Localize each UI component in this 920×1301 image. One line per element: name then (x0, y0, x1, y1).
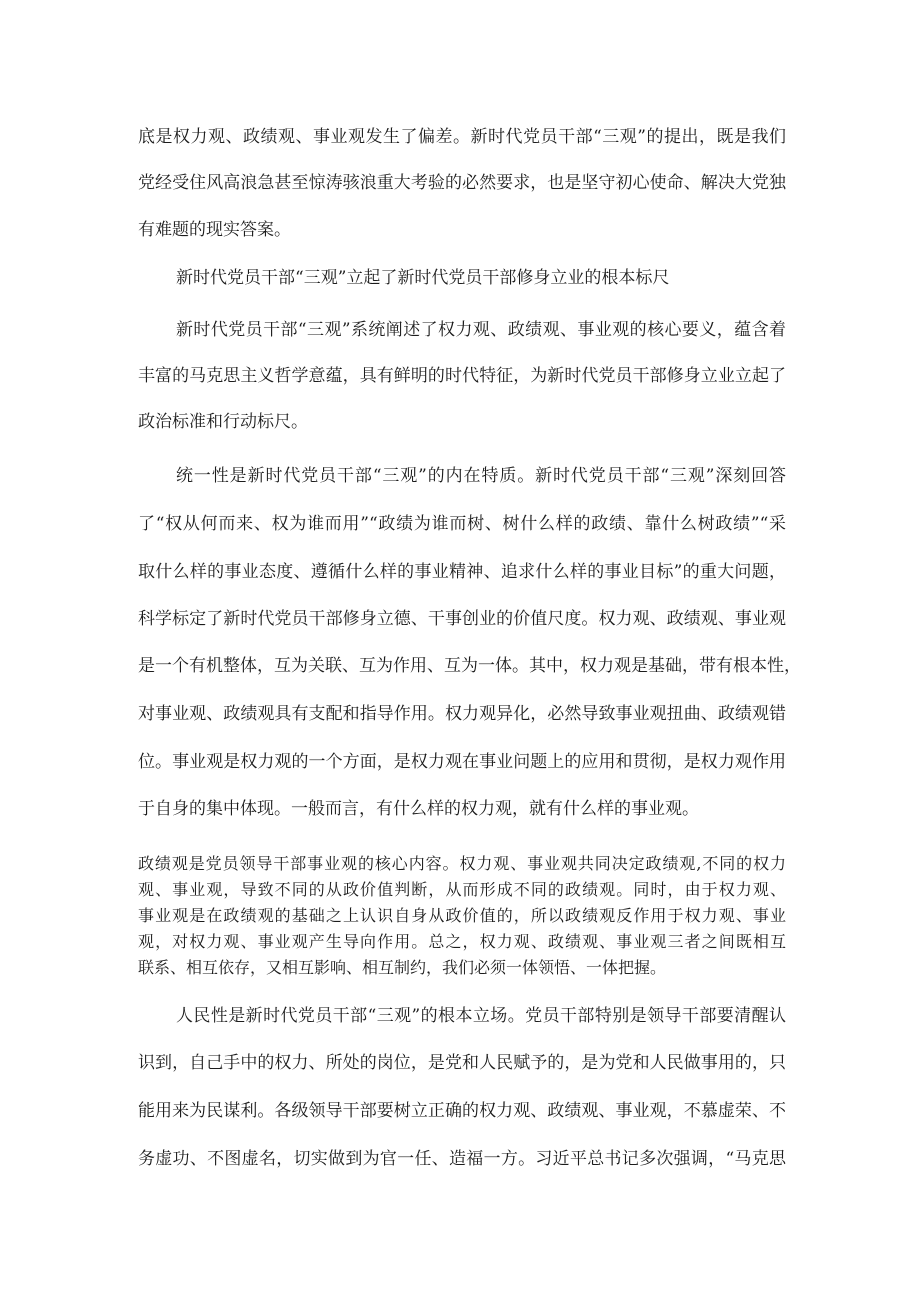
paragraph-line: 科学标定了新时代党员干部修身立德、干事创业的价值尺度。权力观、政绩观、事业观 (138, 609, 786, 629)
paragraph-line: 了“权从何而来、权为谁而用”“政绩为谁而树、树什么样的政绩、靠什么树政绩”“采 (138, 514, 786, 534)
paragraph-line: 统一性是新时代党员干部“三观”的内在特质。新时代党员干部“三观”深刻回答 (176, 466, 786, 486)
paragraph-line: 政绩观是党员领导干部事业观的核心内容。权力观、事业观共同决定政绩观,不同的权力 (138, 854, 786, 873)
paragraph-line: 底是权力观、政绩观、事业观发生了偏差。新时代党员干部“三观”的提出，既是我们 (138, 127, 786, 147)
paragraph-line: 对事业观、政绩观具有支配和指导作用。权力观异化，必然导致事业观扭曲、政绩观错 (138, 704, 786, 724)
paragraph-line: 位。事业观是权力观的一个方面，是权力观在事业问题上的应用和贯彻，是权力观作用 (138, 752, 786, 772)
paragraph-line: 党经受住风高浪急甚至惊涛骇浪重大考验的必然要求，也是坚守初心使命、解决大党独 (138, 173, 786, 193)
paragraph-line: 能用来为民谋利。各级领导干部要树立正确的权力观、政绩观、事业观，不慕虚荣、不 (138, 1101, 786, 1121)
paragraph-line: 观，对权力观、事业观产生导向作用。总之，权力观、政绩观、事业观三者之间既相互 (138, 932, 786, 951)
heading-text: 新时代党员干部“三观”立起了新时代党员干部修身立业的根本标尺 (176, 268, 670, 288)
paragraph-line: 有难题的现实答案。 (138, 220, 291, 240)
paragraph-line: 取什么样的事业态度、遵循什么样的事业精神、追求什么样的事业目标”的重大问题， (138, 562, 786, 582)
paragraph-line: 人民性是新时代党员干部“三观”的根本立场。党员干部特别是领导干部要清醒认 (176, 1006, 786, 1026)
paragraph-line: 政治标准和行动标尺。 (138, 412, 308, 432)
paragraph-line: 联系、相互依存，又相互影响、相互制约，我们必须一体领悟、一体把握。 (138, 958, 667, 977)
paragraph-line: 事业观是在政绩观的基础之上认识自身从政价值的，所以政绩观反作用于权力观、事业 (138, 906, 786, 925)
paragraph-line: 识到，自己手中的权力、所处的岗位，是党和人民赋予的，是为党和人民做事用的，只 (138, 1053, 786, 1073)
paragraph-line: 丰富的马克思主义哲学意蕴，具有鲜明的时代特征，为新时代党员干部修身立业立起了 (138, 366, 786, 386)
paragraph-line: 新时代党员干部“三观”系统阐述了权力观、政绩观、事业观的核心要义，蕴含着 (176, 320, 786, 340)
paragraph-line: 是一个有机整体，互为关联、互为作用、互为一体。其中，权力观是基础，带有根本性， (138, 656, 801, 676)
paragraph-line: 于自身的集中体现。一般而言，有什么样的权力观，就有什么样的事业观。 (138, 799, 699, 819)
paragraph-line: 观、事业观，导致不同的从政价值判断，从而形成不同的政绩观。同时，由于权力观、 (138, 880, 786, 899)
paragraph-line: 务虚功、不图虚名，切实做到为官一任、造福一方。习近平总书记多次强调，“马克思 (138, 1149, 786, 1169)
